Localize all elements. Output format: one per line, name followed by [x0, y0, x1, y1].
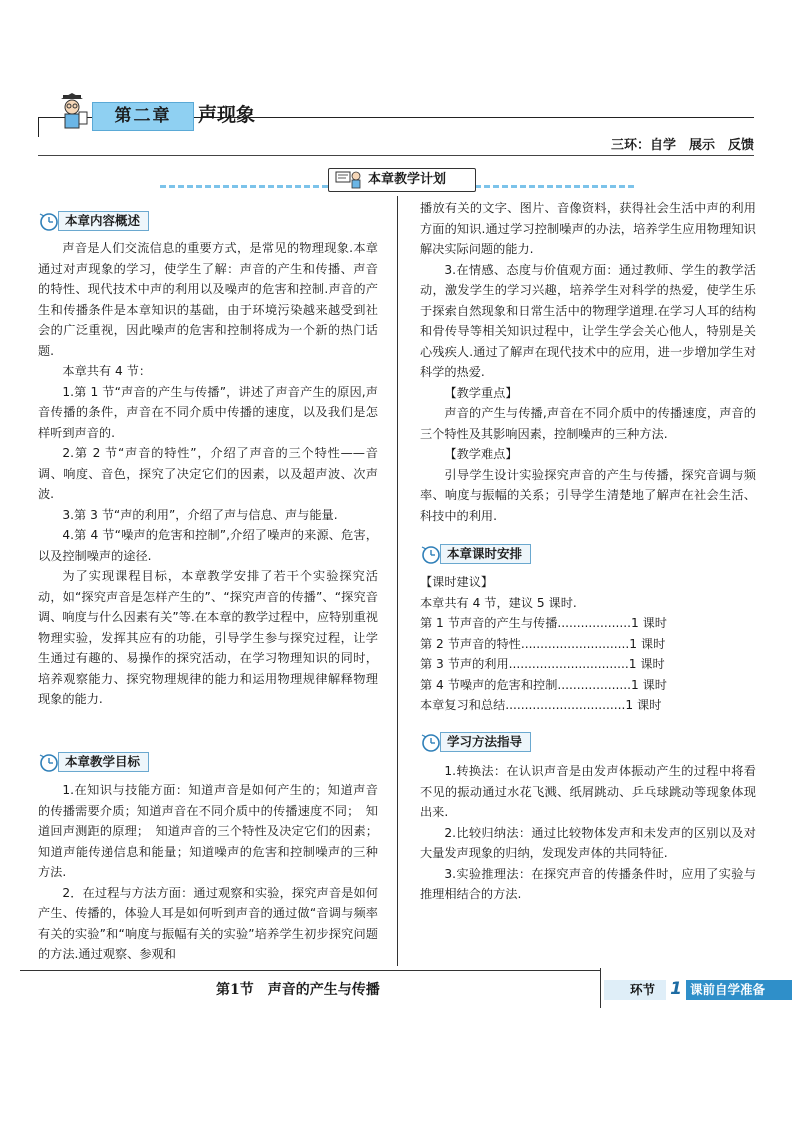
- three-rings-label: 三环：自学 展示 反馈: [610, 138, 754, 153]
- header-corner-line: [38, 117, 39, 137]
- overview-paragraph: 2.第 2 节“声音的特性”，介绍了声音的三个特性——音调、响度、音色，探究了决定它们的因素，以及超声波、次声波.: [38, 446, 378, 501]
- method-paragraph: 3.实验推理法：在探究声音的传播条件时，应用了实验与推理相结合的方法.: [420, 866, 756, 901]
- goal-paragraph: 3.在情感、态度与价值观方面：通过教师、学生的教学活动，激发学生的学习兴趣，培养学生对科学的热爱，使学生乐于探索自然现象和日常生活中的物理学道理.在学习人耳的结构和骨传导等相关知识过程中，让学生学会关心他人，特别是关心残疾人.通过了解声在现代技术中的应用，进一步增加学生对科学的热爱.: [420, 262, 756, 379]
- schedule-heading: 【课时建议】: [420, 575, 494, 589]
- student-mascot-icon: [55, 92, 95, 132]
- methods-section: [420, 761, 756, 905]
- method-paragraph: 2.比较归纳法：通过比较物体发声和未发声的区别以及对大量发声现象的归纳，发现发声体的共同特征.: [420, 825, 756, 860]
- chapter-title: 声现象: [198, 104, 256, 126]
- footer-divider: [600, 968, 601, 1008]
- goals-section-right: [420, 198, 756, 526]
- header-subrule: [38, 155, 754, 156]
- ring-badge: [604, 980, 792, 1000]
- schedule-section: [420, 572, 756, 716]
- footer-rule: [20, 970, 600, 971]
- goal-paragraph-continued: 播放有关的文字、图片、音像资料，获得社会生活中声的利用方面的知识.通过学习控制噪声的办法，培养学生应用物理知识解决实际问题的能力.: [420, 201, 756, 256]
- overview-section: [38, 238, 378, 710]
- goal-paragraph-split: 2．在过程与方法方面：通过观察和实验，探究声音是如何产生、传播的，体验人耳是如何听到声音的通过做“音调与频率有关的实验”和“响度与振幅有关的实验”培养学生初步探究问题的方法.通过观察、参观和: [38, 885, 378, 961]
- teacher-icon: [334, 168, 364, 190]
- ring-text: 课前自学准备: [690, 982, 766, 997]
- ring-word: 环节: [604, 980, 666, 1000]
- goals-tag-label: 本章教学目标: [58, 752, 149, 772]
- schedule-item: 第 4 节噪声的危害和控制...................1 课时: [420, 677, 667, 692]
- methods-tag-label: 学习方法指导: [440, 732, 531, 752]
- ring-number: 1: [666, 977, 686, 1001]
- chapter-label: 第二章: [92, 102, 194, 131]
- schedule-item: 第 3 节声的利用...............................1 课时: [420, 657, 665, 671]
- schedule-tag-label: 本章课时安排: [440, 544, 531, 564]
- overview-paragraph: 4.第 4 节“噪声的危害和控制”,介绍了噪声的来源、危害，以及控制噪声的途径.: [38, 528, 378, 563]
- overview-tag-label: 本章内容概述: [58, 211, 149, 231]
- plan-banner-title: 本章教学计划: [368, 172, 447, 187]
- key-text: 声音的产生与传播,声音在不同介质中的传播速度，声音的三个特性及其影响因素，控制噪声的三种方法.: [420, 406, 756, 441]
- key-label: 【教学重点】: [444, 385, 518, 400]
- overview-paragraph: 为了实现课程目标，本章教学安排了若干个实验探究活动，如“探究声音是怎样产生的”、“探究声音的传播”、“探究音调、响度与什么因素有关”等.在本章的教学过程中，应特别重视物理实验，发挥其应有的功能，引导学生参与探究过程，让学生通过有趣的、易操作的探究活动，在学习物理知识的同时，培养观察能力、探究物理规律的能力和运用物理规律解释物理现象的能力.: [38, 569, 378, 706]
- difficulty-text: 引导学生设计实验探究声音的产生与传播，探究音调与频率、响度与振幅的关系；引导学生清楚地了解声在社会生活、科技中的利用.: [420, 467, 756, 523]
- lesson-title: 第1节 声音的产生与传播: [216, 982, 380, 998]
- schedule-item: 本章复习和总结...............................1 课时: [420, 698, 662, 712]
- schedule-intro: 本章共有 4 节，建议 5 课时.: [420, 595, 577, 610]
- goals-section-left: [38, 780, 378, 965]
- overview-paragraph: 声音是人们交流信息的重要方式，是常见的物理现象.本章通过对声现象的学习，使学生了解：声音的产生和传播、声音的特性、现代技术中声的利用以及噪声的危害和控制.声音的产生和传播条件是本章知识的基础，由于环境污染越来越受到社会的广泛重视，因此噪声的危害和控制将成为一个新的热门话题.: [38, 241, 378, 358]
- goal-paragraph: 1.在知识与技能方面：知道声音是如何产生的；知道声音的传播需要介质；知道声音在不同介质中的传播速度不同； 知道回声测距的原理； 知道声音的三个特性及决定它们的因素；知道声能传递信息和能量；知道噪声的危害和控制噪声的三种方法.: [38, 783, 378, 879]
- schedule-item: 第 1 节声音的产生与传播...................1 课时: [420, 616, 667, 630]
- overview-paragraph: 1.第 1 节“声音的产生与传播”，讲述了声音产生的原因,声音传播的条件，声音在不同介质中传播的速度，以及我们是怎样听到声音的.: [38, 384, 378, 440]
- schedule-item: 第 2 节声音的特性............................1 课时: [420, 636, 666, 651]
- column-divider: [397, 196, 398, 966]
- overview-paragraph: 本章共有 4 节：: [62, 364, 152, 378]
- method-paragraph: 1.转换法：在认识声音是由发声体振动产生的过程中将看不见的振动通过水花飞溅、纸屑跳动、乒乓球跳动等现象体现出来.: [420, 764, 756, 819]
- overview-paragraph: 3.第 3 节“声的利用”，介绍了声与信息、声与能量.: [62, 507, 338, 522]
- difficulty-label: 【教学难点】: [444, 447, 518, 461]
